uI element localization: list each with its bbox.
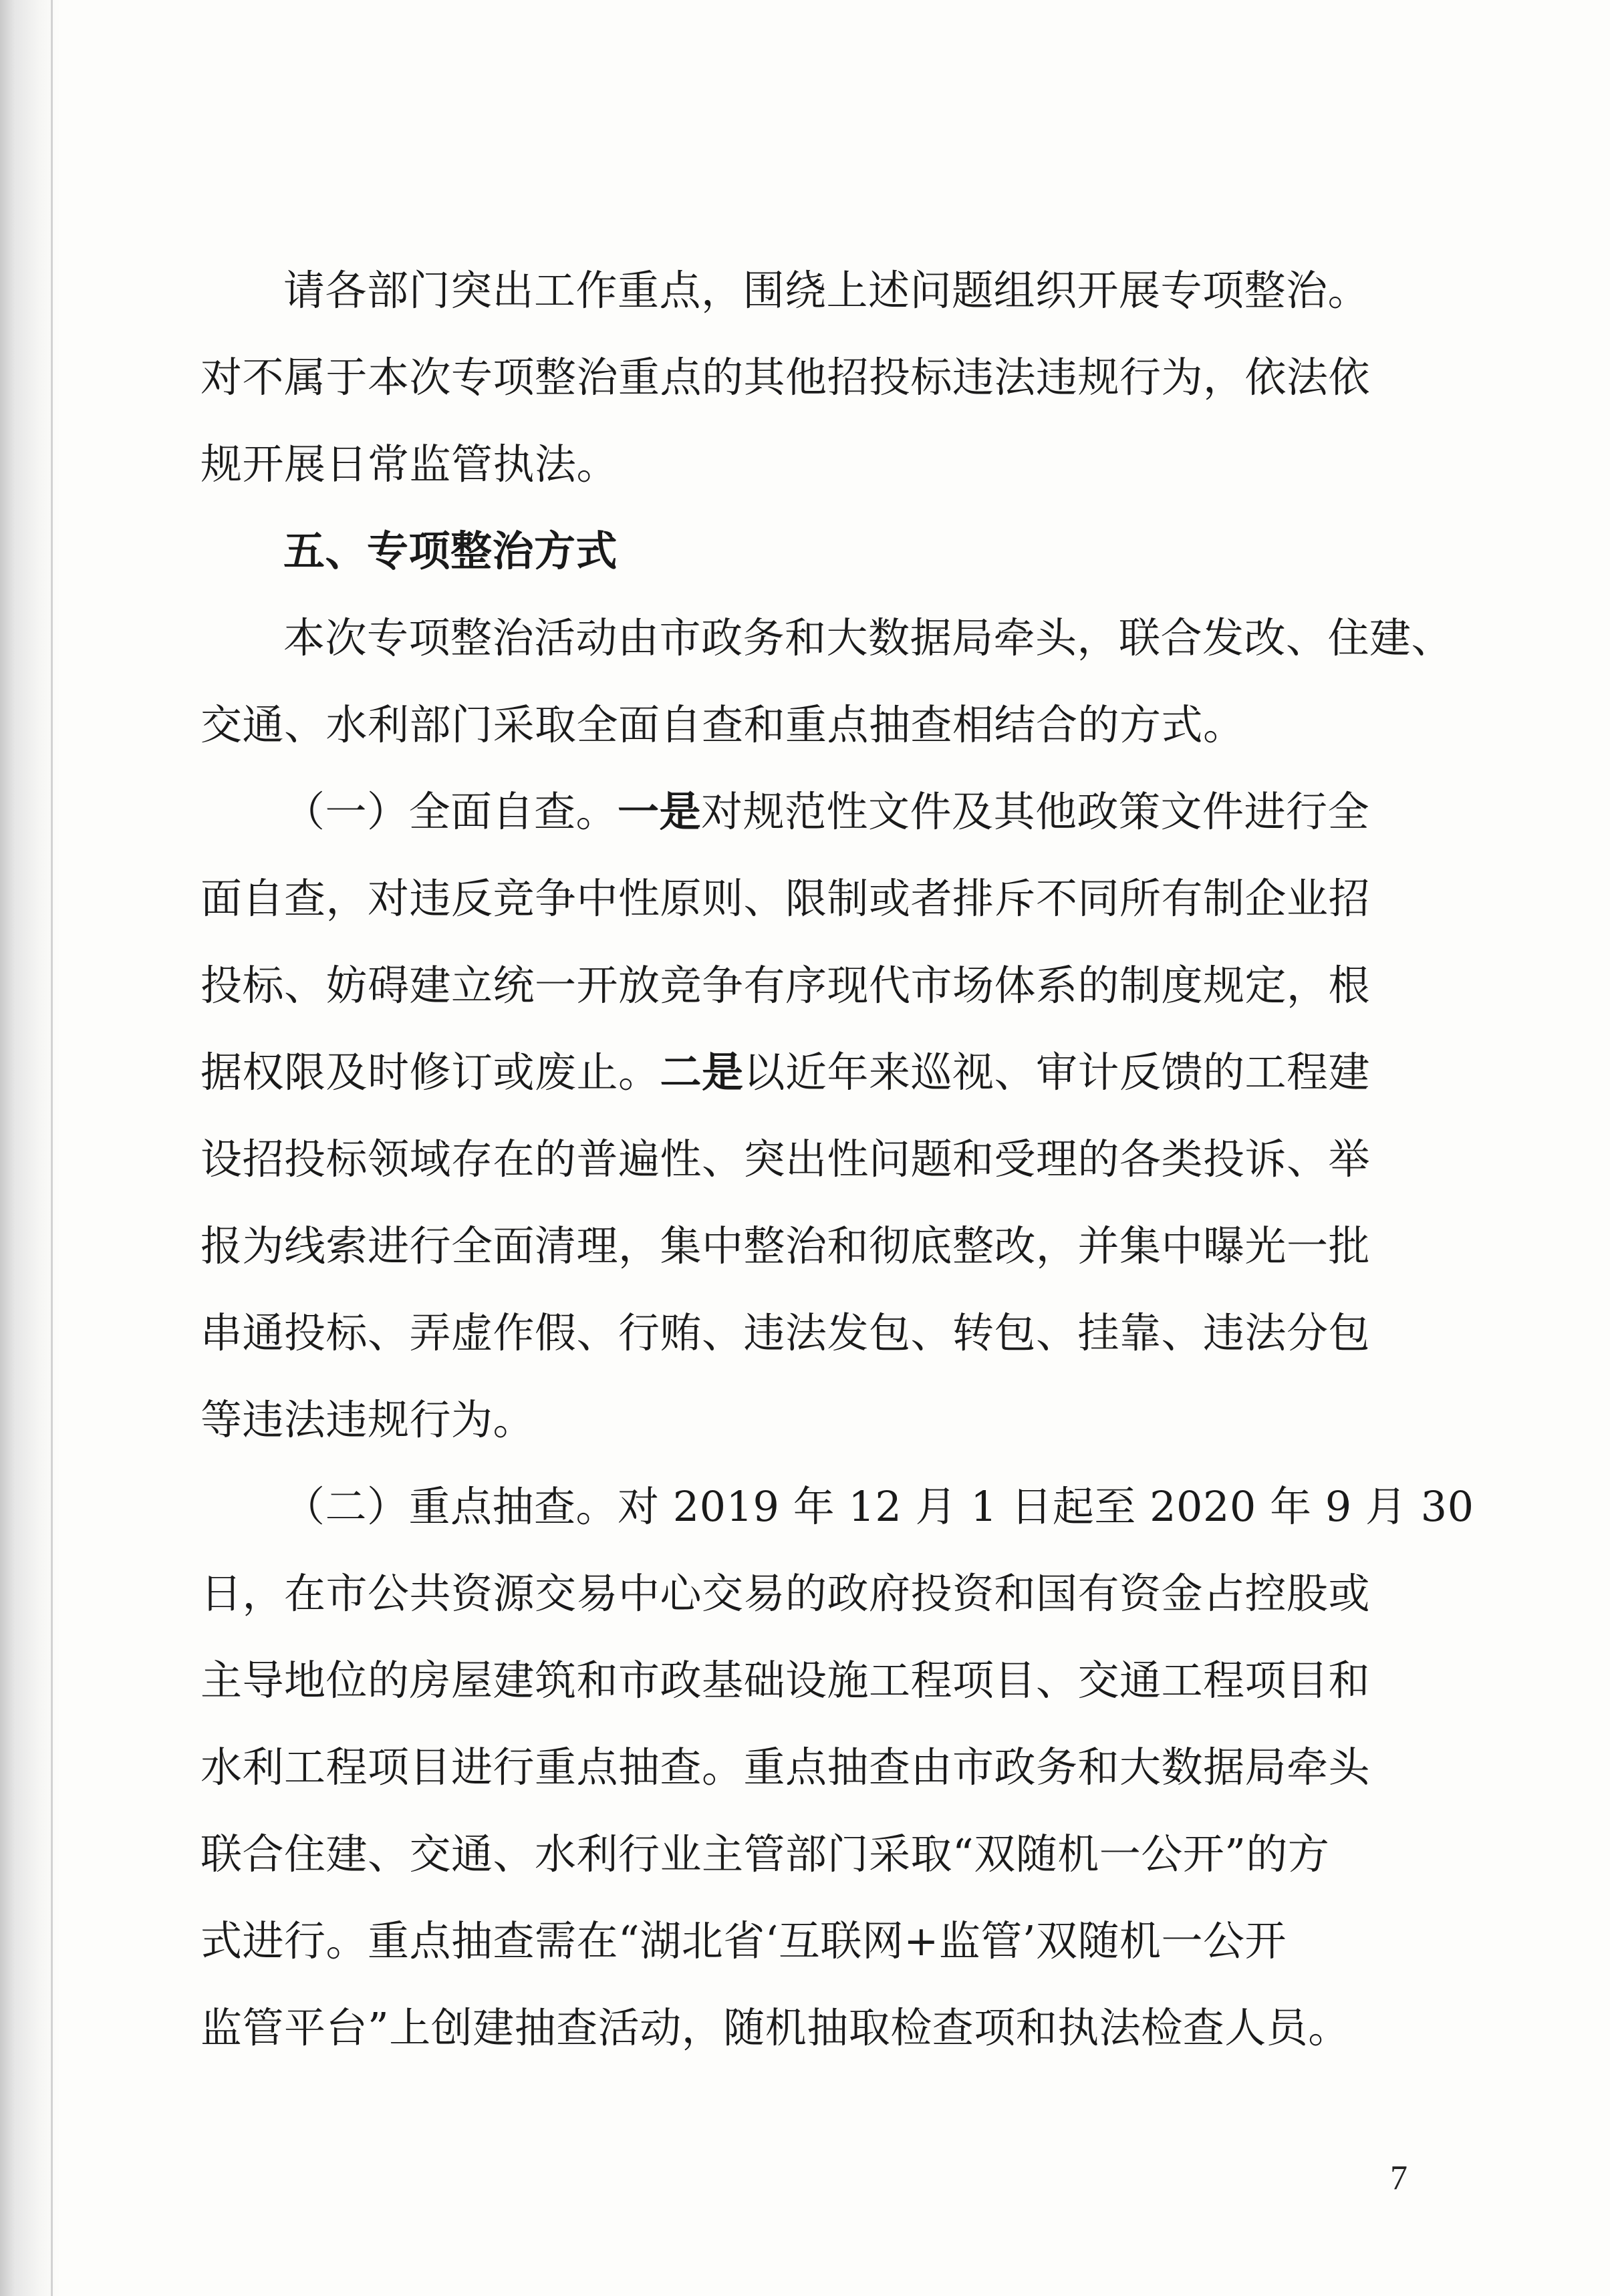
line-text: 以近年来巡视、审计反馈的工程建 bbox=[743, 1048, 1371, 1097]
paragraph-line: 日，在市公共资源交易中心交易的政府投资和国有资金占控股或 bbox=[200, 1569, 1371, 1618]
paragraph-line: 设招投标领域存在的普遍性、突出性问题和受理的各类投诉、举 bbox=[200, 1135, 1371, 1183]
paragraph-line: 监管平台”上创建抽查活动，随机抽取检查项和执法检查人员。 bbox=[200, 2003, 1350, 2052]
section-heading: 五、专项整治方式 bbox=[283, 527, 618, 575]
paragraph-line: 报为线索进行全面清理，集中整治和彻底整改，并集中曝光一批 bbox=[200, 1222, 1371, 1270]
paragraph-line: 对不属于本次专项整治重点的其他招投标违法违规行为，依法依 bbox=[200, 353, 1371, 402]
emphasis-first: 一是 bbox=[618, 787, 702, 836]
subsection-label: （一）全面自查。 bbox=[283, 787, 618, 836]
paragraph-line: 交通、水利部门采取全面自查和重点抽查相结合的方式。 bbox=[200, 700, 1245, 749]
line-text: 对规范性文件及其他政策文件进行全 bbox=[701, 787, 1370, 836]
document-body bbox=[200, 247, 1474, 2071]
line-text: 据权限及时修订或废止。 bbox=[200, 1048, 660, 1097]
paragraph-line: 主导地位的房屋建筑和市政基础设施工程项目、交通工程项目和 bbox=[200, 1656, 1371, 1705]
paragraph-line bbox=[200, 768, 1437, 855]
paragraph-line: 本次专项整治活动由市政务和大数据局牵头，联合发改、住建、 bbox=[283, 613, 1454, 662]
paragraph-line: 等违法违规行为。 bbox=[200, 1395, 535, 1444]
scan-binding-line bbox=[51, 0, 53, 2296]
paragraph-line: 串通投标、弄虚作假、行贿、违法发包、转包、挂靠、违法分包 bbox=[200, 1308, 1371, 1357]
page-number: 7 bbox=[1390, 2159, 1407, 2197]
emphasis-second: 二是 bbox=[660, 1048, 744, 1097]
paragraph-line: 投标、妨碍建立统一开放竞争有序现代市场体系的制度规定，根 bbox=[200, 961, 1371, 1010]
paragraph-line: 规开展日常监管执法。 bbox=[200, 440, 619, 488]
paragraph-line: 请各部门突出工作重点，围绕上述问题组织开展专项整治。 bbox=[283, 266, 1370, 315]
paragraph-line: 联合住建、交通、水利行业主管部门采取“双随机一公开”的方 bbox=[200, 1830, 1330, 1878]
paragraph-line bbox=[200, 1029, 1437, 1116]
paragraph-line: 面自查，对违反竞争中性原则、限制或者排斥不同所有制企业招 bbox=[200, 874, 1371, 923]
paragraph-line: 式进行。重点抽查需在“湖北省‘互联网+监管’双随机一公开 bbox=[200, 1916, 1287, 1965]
paragraph-line: （二）重点抽查。对 2019 年 12 月 1 日起至 2020 年 9 月 30 bbox=[283, 1482, 1474, 1531]
paragraph-line: 水利工程项目进行重点抽查。重点抽查由市政务和大数据局牵头 bbox=[200, 1743, 1371, 1791]
